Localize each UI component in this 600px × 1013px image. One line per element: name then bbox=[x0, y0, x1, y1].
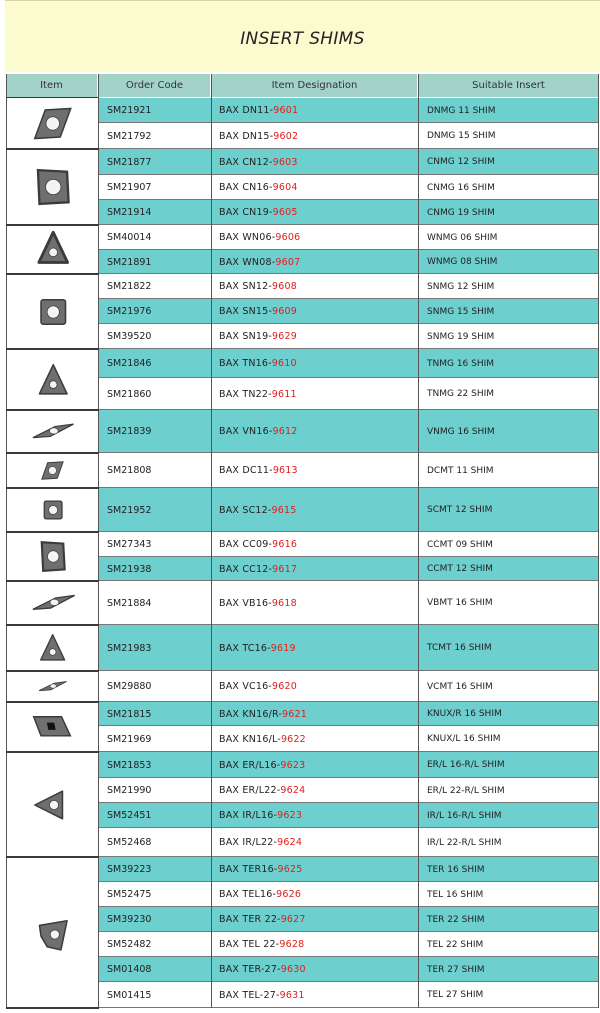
designation-prefix: BAX DC11- bbox=[219, 465, 273, 476]
designation-prefix: BAX WN06- bbox=[219, 232, 276, 243]
suitable-insert-cell bbox=[419, 410, 599, 453]
order-code-cell bbox=[99, 726, 212, 752]
designation-code: 9622 bbox=[280, 733, 306, 745]
item-designation-cell bbox=[212, 175, 419, 200]
order-code: SM52482 bbox=[107, 939, 152, 950]
designation-prefix: BAX WN08- bbox=[219, 256, 276, 268]
designation-code: 9619 bbox=[270, 642, 296, 654]
item-designation-cell bbox=[212, 299, 419, 324]
triangle-shim-icon bbox=[6, 349, 98, 410]
designation-code: 9623 bbox=[280, 759, 306, 771]
order-code-cell bbox=[99, 200, 212, 225]
order-code: SM21884 bbox=[107, 597, 152, 609]
suitable-insert-cell bbox=[419, 453, 599, 488]
suitable-insert-cell bbox=[419, 671, 599, 702]
suitable-insert: TEL 16 SHIM bbox=[427, 889, 484, 900]
suitable-insert: SCMT 12 SHIM bbox=[427, 505, 493, 515]
item-designation-cell bbox=[212, 803, 419, 828]
item-designation-cell bbox=[212, 752, 419, 778]
order-code: SM21839 bbox=[107, 426, 152, 437]
suitable-insert: VBMT 16 SHIM bbox=[427, 598, 493, 608]
order-code-cell bbox=[99, 671, 212, 702]
order-code: SM21815 bbox=[107, 708, 152, 720]
item-designation-cell bbox=[212, 778, 419, 803]
suitable-insert-cell bbox=[419, 982, 599, 1008]
item-designation-cell bbox=[212, 857, 419, 882]
order-code: SM21983 bbox=[107, 642, 152, 654]
item-designation-cell bbox=[212, 453, 419, 488]
rhombus-shim-icon bbox=[6, 532, 98, 581]
item-designation-cell bbox=[212, 581, 419, 625]
order-code: SM40014 bbox=[107, 232, 152, 243]
suitable-insert-cell bbox=[419, 625, 599, 671]
suitable-insert: IR/L 16-R/L SHIM bbox=[427, 810, 502, 821]
order-code-cell bbox=[99, 752, 212, 778]
item-designation-cell bbox=[212, 702, 419, 726]
suitable-insert: CNMG 12 SHIM bbox=[427, 157, 495, 167]
designation-code: 9630 bbox=[280, 964, 306, 975]
triangle-shim-icon bbox=[6, 625, 98, 671]
suitable-insert-cell bbox=[419, 778, 599, 803]
rhombus-shim-icon bbox=[6, 410, 98, 453]
item-designation-cell bbox=[212, 349, 419, 378]
suitable-insert: ER/L 22-R/L SHIM bbox=[427, 785, 505, 796]
suitable-insert-cell bbox=[419, 123, 599, 149]
suitable-insert-cell bbox=[419, 907, 599, 932]
suitable-insert: ER/L 16-R/L SHIM bbox=[427, 760, 505, 770]
rhombus-shim-icon bbox=[6, 581, 98, 625]
order-code-cell bbox=[99, 982, 212, 1008]
order-code-cell bbox=[99, 778, 212, 803]
designation-code: 9606 bbox=[275, 232, 301, 243]
suitable-insert: TCMT 16 SHIM bbox=[427, 643, 492, 653]
item-designation-cell bbox=[212, 98, 419, 123]
order-code-cell bbox=[99, 702, 212, 726]
order-code: SM29880 bbox=[107, 681, 152, 692]
designation-prefix: BAX SN12- bbox=[219, 281, 272, 292]
designation-prefix: BAX ER/L22- bbox=[219, 785, 281, 796]
suitable-insert: CCMT 09 SHIM bbox=[427, 539, 493, 550]
suitable-insert-cell bbox=[419, 752, 599, 778]
suitable-insert-cell bbox=[419, 932, 599, 957]
order-code: SM39223 bbox=[107, 864, 152, 875]
item-designation-cell bbox=[212, 625, 419, 671]
suitable-insert: TEL 27 SHIM bbox=[427, 990, 484, 1000]
item-designation-cell bbox=[212, 250, 419, 274]
item-designation-cell bbox=[212, 557, 419, 581]
designation-prefix: BAX TEL-27- bbox=[219, 989, 280, 1001]
column-divider bbox=[98, 74, 99, 1008]
designation-code: 9616 bbox=[272, 539, 298, 550]
designation-prefix: BAX TN22- bbox=[219, 388, 272, 400]
rhombus-shim-icon bbox=[6, 98, 98, 149]
order-code-cell bbox=[99, 123, 212, 149]
rhombus-shim-icon bbox=[6, 453, 98, 488]
item-designation-cell bbox=[212, 149, 419, 175]
item-designation-cell bbox=[212, 200, 419, 225]
suitable-insert-cell bbox=[419, 324, 599, 349]
designation-code: 9605 bbox=[272, 207, 298, 218]
designation-prefix: BAX CC09- bbox=[219, 539, 273, 550]
suitable-insert: VNMG 16 SHIM bbox=[427, 426, 495, 437]
suitable-insert-cell bbox=[419, 349, 599, 378]
order-code-cell bbox=[99, 932, 212, 957]
suitable-insert-cell bbox=[419, 175, 599, 200]
order-code-cell bbox=[99, 250, 212, 274]
item-designation-cell bbox=[212, 225, 419, 250]
designation-code: 9613 bbox=[272, 465, 298, 476]
order-code: SM21969 bbox=[107, 733, 152, 745]
order-code-cell bbox=[99, 803, 212, 828]
designation-prefix: BAX CN16- bbox=[219, 182, 273, 193]
order-code-cell bbox=[99, 882, 212, 907]
order-code: SM52468 bbox=[107, 837, 152, 848]
suitable-insert-cell bbox=[419, 98, 599, 123]
designation-prefix: BAX KN16/R- bbox=[219, 708, 283, 720]
order-code: SM21907 bbox=[107, 182, 152, 193]
item-designation-cell bbox=[212, 907, 419, 932]
order-code: SM21990 bbox=[107, 785, 152, 796]
order-code: SM21914 bbox=[107, 207, 152, 218]
order-code: SM27343 bbox=[107, 539, 152, 550]
designation-prefix: BAX TEL16- bbox=[219, 889, 277, 900]
order-code: SM21976 bbox=[107, 306, 152, 317]
rhombus-shim-icon bbox=[6, 149, 98, 225]
suitable-insert-cell bbox=[419, 882, 599, 907]
designation-prefix: BAX CN19- bbox=[219, 207, 273, 218]
designation-code: 9620 bbox=[272, 681, 297, 692]
item-designation-cell bbox=[212, 274, 419, 299]
knux-shim-icon bbox=[6, 702, 98, 752]
designation-code: 9612 bbox=[272, 426, 298, 437]
order-code-cell bbox=[99, 907, 212, 932]
order-code-cell bbox=[99, 625, 212, 671]
square-shim-icon bbox=[6, 274, 98, 349]
order-code-cell bbox=[99, 225, 212, 250]
order-code-cell bbox=[99, 453, 212, 488]
suitable-insert-cell bbox=[419, 557, 599, 581]
item-designation-cell bbox=[212, 882, 419, 907]
order-code-cell bbox=[99, 175, 212, 200]
suitable-insert: VCMT 16 SHIM bbox=[427, 681, 493, 692]
designation-prefix: BAX DN11- bbox=[219, 105, 274, 116]
suitable-insert-cell bbox=[419, 532, 599, 557]
order-code-cell bbox=[99, 149, 212, 175]
suitable-insert: TER 22 SHIM bbox=[427, 914, 485, 925]
title-banner bbox=[5, 0, 600, 72]
suitable-insert: WNMG 08 SHIM bbox=[427, 257, 498, 267]
suitable-insert: CNMG 19 SHIM bbox=[427, 207, 495, 218]
order-code: SM39230 bbox=[107, 914, 152, 925]
order-code: SM21877 bbox=[107, 156, 152, 168]
group-divider bbox=[6, 97, 99, 98]
designation-code: 9604 bbox=[272, 182, 298, 193]
group-divider bbox=[6, 1007, 99, 1009]
suitable-insert-cell bbox=[419, 378, 599, 410]
designation-code: 9617 bbox=[272, 563, 298, 575]
header-item: Item bbox=[6, 74, 98, 97]
suitable-insert: CNMG 16 SHIM bbox=[427, 182, 495, 193]
designation-prefix: BAX TEL 22- bbox=[219, 939, 280, 950]
threading-shim-icon bbox=[6, 752, 98, 857]
designation-prefix: BAX VB16- bbox=[219, 597, 272, 609]
order-code: SM52451 bbox=[107, 810, 152, 821]
suitable-insert: DNMG 15 SHIM bbox=[427, 131, 496, 141]
column-divider bbox=[418, 74, 419, 1008]
column-divider bbox=[211, 74, 212, 1008]
designation-code: 9624 bbox=[280, 785, 306, 796]
designation-prefix: BAX CC12- bbox=[219, 563, 273, 575]
designation-code: 9602 bbox=[273, 130, 299, 142]
item-designation-cell bbox=[212, 932, 419, 957]
header-order-code: Order Code bbox=[99, 74, 211, 97]
order-code-cell bbox=[99, 98, 212, 123]
order-code: SM21792 bbox=[107, 130, 152, 142]
order-code-cell bbox=[99, 557, 212, 581]
order-code: SM39520 bbox=[107, 331, 152, 342]
order-code-cell bbox=[99, 410, 212, 453]
designation-prefix: BAX TER16- bbox=[219, 864, 278, 875]
order-code: SM21853 bbox=[107, 759, 152, 771]
designation-code: 9607 bbox=[275, 256, 301, 268]
suitable-insert-cell bbox=[419, 225, 599, 250]
designation-code: 9610 bbox=[271, 358, 297, 369]
suitable-insert: KNUX/L 16 SHIM bbox=[427, 734, 501, 744]
suitable-insert-cell bbox=[419, 803, 599, 828]
designation-prefix: BAX IR/L16- bbox=[219, 810, 278, 821]
order-code-cell bbox=[99, 274, 212, 299]
suitable-insert: TER 27 SHIM bbox=[427, 964, 485, 975]
item-designation-cell bbox=[212, 828, 419, 857]
order-code: SM21891 bbox=[107, 256, 152, 268]
order-code-cell bbox=[99, 828, 212, 857]
designation-prefix: BAX TN16- bbox=[219, 358, 272, 369]
order-code-cell bbox=[99, 957, 212, 982]
row-divider bbox=[99, 1007, 599, 1008]
designation-prefix: BAX TER-27- bbox=[219, 964, 281, 975]
suitable-insert-cell bbox=[419, 828, 599, 857]
suitable-insert-cell bbox=[419, 957, 599, 982]
designation-prefix: BAX SN19- bbox=[219, 331, 272, 342]
suitable-insert: TER 16 SHIM bbox=[427, 864, 485, 875]
suitable-insert: SNMG 15 SHIM bbox=[427, 306, 495, 317]
page-title: INSERT SHIMS bbox=[240, 29, 365, 49]
designation-code: 9628 bbox=[279, 939, 305, 950]
designation-code: 9618 bbox=[271, 597, 297, 609]
suitable-insert: TEL 22 SHIM bbox=[427, 939, 484, 950]
trigon-shim-icon bbox=[6, 225, 98, 274]
order-code: SM52475 bbox=[107, 889, 152, 900]
suitable-insert-cell bbox=[419, 149, 599, 175]
order-code-cell bbox=[99, 532, 212, 557]
designation-prefix: BAX ER/L16- bbox=[219, 759, 281, 771]
suitable-insert: IR/L 22-R/L SHIM bbox=[427, 837, 502, 848]
order-code-cell bbox=[99, 324, 212, 349]
designation-code: 9627 bbox=[280, 914, 306, 925]
suitable-insert-cell bbox=[419, 857, 599, 882]
designation-code: 9623 bbox=[277, 810, 303, 821]
designation-code: 9625 bbox=[277, 864, 303, 875]
suitable-insert-cell bbox=[419, 488, 599, 532]
designation-prefix: BAX DN15- bbox=[219, 130, 274, 142]
order-code: SM21952 bbox=[107, 504, 152, 516]
suitable-insert: CCMT 12 SHIM bbox=[427, 564, 493, 574]
designation-prefix: BAX KN16/L- bbox=[219, 733, 281, 745]
item-designation-cell bbox=[212, 488, 419, 532]
designation-code: 9624 bbox=[277, 837, 303, 848]
designation-prefix: BAX CN12- bbox=[219, 156, 273, 168]
suitable-insert-cell bbox=[419, 702, 599, 726]
item-designation-cell bbox=[212, 324, 419, 349]
designation-prefix: BAX SN15- bbox=[219, 306, 272, 317]
suitable-insert: WNMG 06 SHIM bbox=[427, 232, 498, 243]
item-designation-cell bbox=[212, 726, 419, 752]
designation-prefix: BAX VC16- bbox=[219, 681, 272, 692]
designation-code: 9615 bbox=[271, 504, 297, 516]
header-suitable-insert: Suitable Insert bbox=[419, 74, 599, 97]
suitable-insert: KNUX/R 16 SHIM bbox=[427, 709, 502, 719]
suitable-insert: SNMG 12 SHIM bbox=[427, 281, 495, 292]
header-item-designation: Item Designation bbox=[212, 74, 418, 97]
suitable-insert-cell bbox=[419, 726, 599, 752]
designation-code: 9626 bbox=[276, 889, 302, 900]
item-designation-cell bbox=[212, 982, 419, 1008]
designation-code: 9621 bbox=[282, 708, 307, 720]
order-code: SM21822 bbox=[107, 281, 152, 292]
designation-prefix: BAX TC16- bbox=[219, 642, 271, 654]
designation-code: 9603 bbox=[272, 156, 298, 168]
order-code-cell bbox=[99, 488, 212, 532]
column-divider bbox=[598, 74, 599, 1008]
suitable-insert-cell bbox=[419, 250, 599, 274]
designation-code: 9601 bbox=[273, 105, 299, 116]
item-designation-cell bbox=[212, 957, 419, 982]
designation-code: 9611 bbox=[271, 388, 297, 400]
threading-shim-icon bbox=[6, 857, 98, 1008]
order-code-cell bbox=[99, 349, 212, 378]
order-code: SM21846 bbox=[107, 358, 152, 369]
suitable-insert-cell bbox=[419, 581, 599, 625]
designation-prefix: BAX TER 22- bbox=[219, 914, 281, 925]
suitable-insert: DCMT 11 SHIM bbox=[427, 465, 494, 476]
square-shim-icon bbox=[6, 488, 98, 532]
designation-prefix: BAX IR/L22- bbox=[219, 837, 278, 848]
order-code-cell bbox=[99, 299, 212, 324]
order-code-cell bbox=[99, 581, 212, 625]
order-code: SM21860 bbox=[107, 388, 152, 400]
designation-code: 9608 bbox=[272, 281, 297, 292]
item-designation-cell bbox=[212, 123, 419, 149]
suitable-insert-cell bbox=[419, 299, 599, 324]
designation-code: 9629 bbox=[272, 331, 297, 342]
suitable-insert-cell bbox=[419, 274, 599, 299]
order-code-cell bbox=[99, 378, 212, 410]
order-code: SM01408 bbox=[107, 964, 152, 975]
suitable-insert-cell bbox=[419, 200, 599, 225]
suitable-insert: SNMG 19 SHIM bbox=[427, 331, 495, 342]
designation-prefix: BAX SC12- bbox=[219, 504, 272, 516]
order-code: SM21938 bbox=[107, 563, 152, 575]
suitable-insert: DNMG 11 SHIM bbox=[427, 105, 496, 116]
item-designation-cell bbox=[212, 671, 419, 702]
designation-prefix: BAX VN16- bbox=[219, 426, 273, 437]
designation-code: 9609 bbox=[272, 306, 297, 317]
designation-code: 9631 bbox=[279, 989, 305, 1001]
order-code: SM21808 bbox=[107, 465, 152, 476]
rhombus-shim-icon bbox=[6, 671, 98, 702]
item-designation-cell bbox=[212, 378, 419, 410]
order-code: SM01415 bbox=[107, 989, 152, 1001]
order-code: SM21921 bbox=[107, 105, 152, 116]
suitable-insert: TNMG 16 SHIM bbox=[427, 358, 495, 369]
suitable-insert: TNMG 22 SHIM bbox=[427, 389, 495, 399]
item-designation-cell bbox=[212, 410, 419, 453]
order-code-cell bbox=[99, 857, 212, 882]
item-designation-cell bbox=[212, 532, 419, 557]
